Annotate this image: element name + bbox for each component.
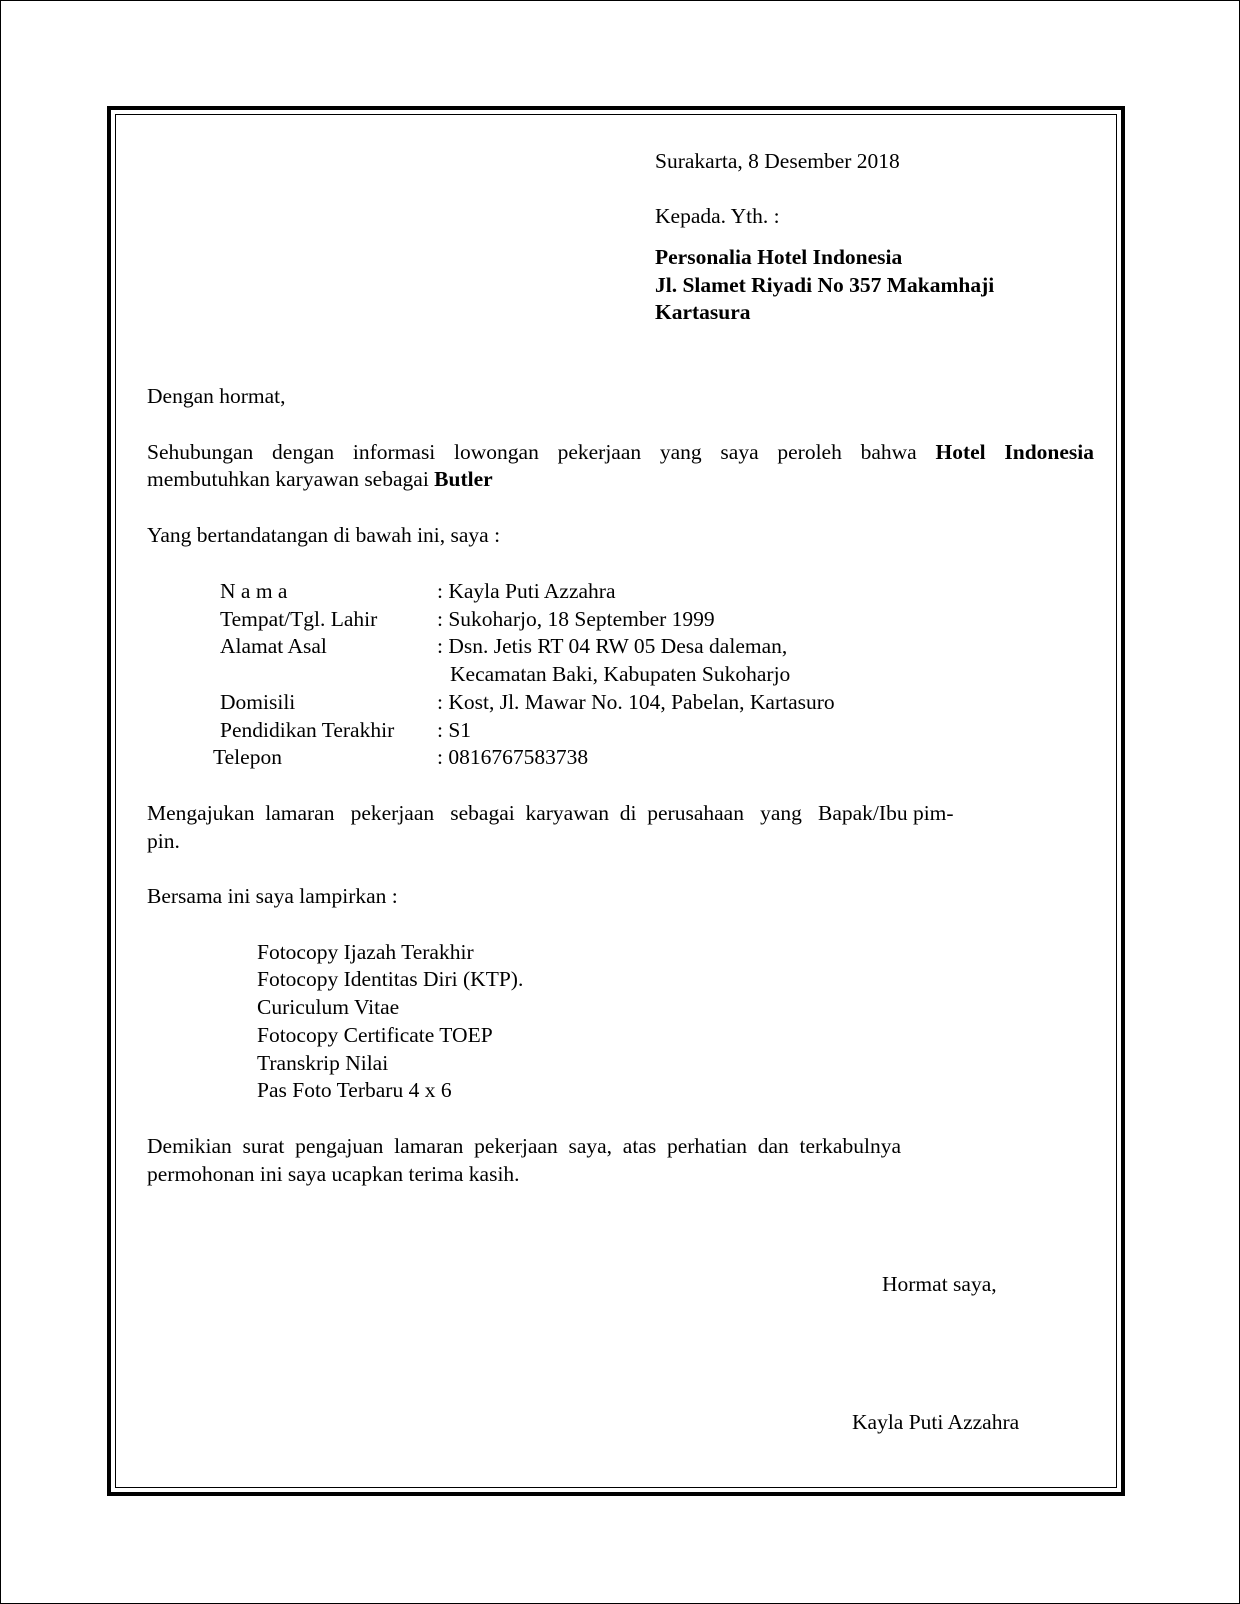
application-line-1: Mengajukan lamaran pekerjaan sebagai karyawan di perusahaan yang Bapak/Ibu pim- (147, 801, 954, 825)
intro-line-2 (147, 466, 493, 494)
field-value-pendidikan: : S1 (437, 718, 472, 742)
intro-text-2: membutuhkan karyawan sebagai (147, 467, 429, 491)
undersigned-line: Yang bertandatangan di bawah ini, saya : (147, 523, 501, 547)
field-value-domisili: : Kost, Jl. Mawar No. 104, Pabelan, Kartasuro (437, 690, 835, 714)
field-label-alamat: Alamat Asal (220, 634, 327, 658)
closing-line-2: permohonan ini saya ucapkan terima kasih. (147, 1162, 520, 1186)
application-line-2: pin. (147, 829, 180, 853)
field-label-nama: N a m a (220, 579, 288, 603)
field-label-domisili: Domisili (220, 690, 296, 714)
field-label-pendidikan: Pendidikan Terakhir (220, 718, 395, 742)
attachment-item: Fotocopy Certificate TOEP (257, 1023, 493, 1047)
to-label: Kepada. Yth. : (655, 204, 780, 228)
field-value-alamat: : Dsn. Jetis RT 04 RW 05 Desa daleman, (437, 634, 788, 658)
recipient-line-2: Jl. Slamet Riyadi No 357 Makamhaji (655, 273, 995, 297)
attachments-intro: Bersama ini saya lampirkan : (147, 884, 398, 908)
field-value-ttl: : Sukoharjo, 18 September 1999 (437, 607, 715, 631)
attachment-item: Fotocopy Ijazah Terakhir (257, 940, 474, 964)
recipient-line-3: Kartasura (655, 300, 751, 324)
field-label-ttl: Tempat/Tgl. Lahir (220, 607, 378, 631)
field-label-telepon: Telepon (213, 745, 282, 769)
intro-company: Hotel Indonesia (935, 440, 1095, 464)
intro-text-1: Sehubungan dengan informasi lowongan pekerjaan yang saya peroleh bahwa (147, 440, 917, 464)
attachment-item: Curiculum Vitae (257, 995, 400, 1019)
attachment-item: Transkrip Nilai (257, 1051, 389, 1075)
field-value-alamat-2: Kecamatan Baki, Kabupaten Sukoharjo (450, 662, 791, 686)
attachment-item: Pas Foto Terbaru 4 x 6 (257, 1078, 452, 1102)
closing-line-1: Demikian surat pengajuan lamaran pekerjaan saya, atas perhatian dan terkabulnya (147, 1134, 901, 1158)
salutation: Dengan hormat, (147, 384, 286, 408)
field-value-telepon: : 0816767583738 (437, 745, 589, 769)
place-date: Surakarta, 8 Desember 2018 (655, 149, 900, 173)
regards: Hormat saya, (882, 1272, 997, 1296)
attachment-item: Fotocopy Identitas Diri (KTP). (257, 967, 524, 991)
field-value-nama: : Kayla Puti Azzahra (437, 579, 616, 603)
signature-name: Kayla Puti Azzahra (852, 1410, 1020, 1434)
intro-line-1 (147, 438, 1094, 466)
intro-position: Butler (434, 467, 493, 491)
recipient-line-1: Personalia Hotel Indonesia (655, 245, 903, 269)
